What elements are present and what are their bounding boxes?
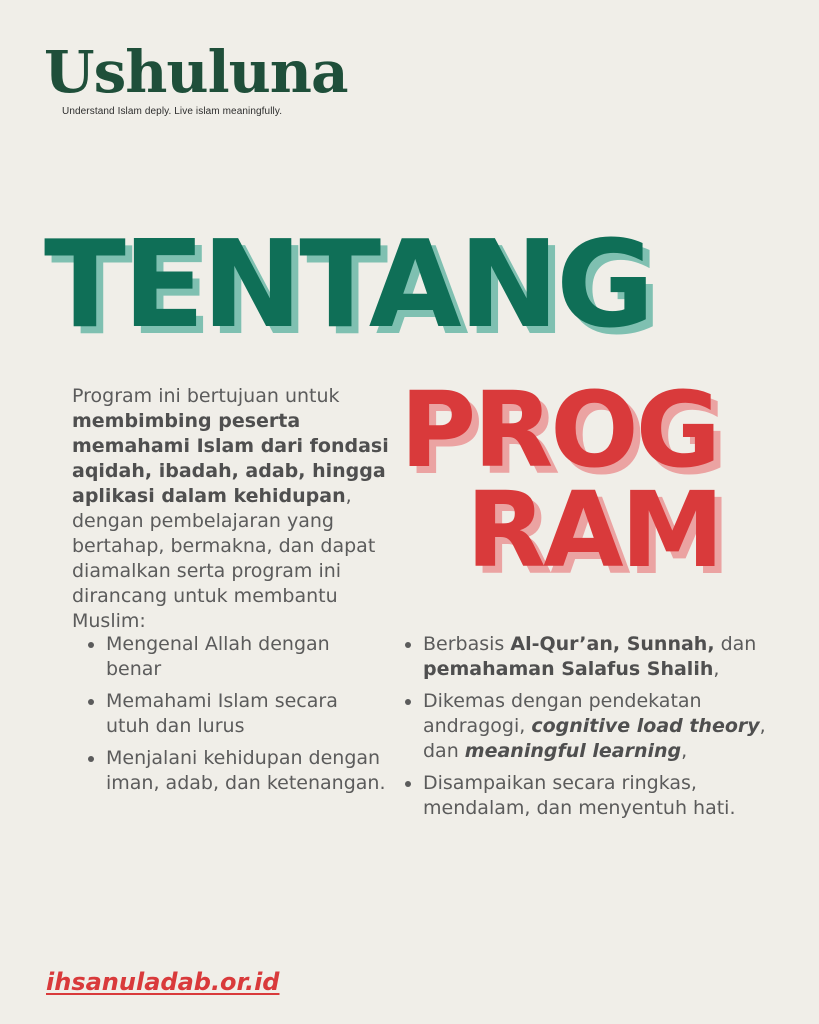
heading-prog: PROG bbox=[400, 369, 719, 491]
goals-list bbox=[86, 632, 386, 803]
intro-text-1: Program ini bertujuan untuk bbox=[72, 385, 340, 407]
goal-item: Mengenal Allah dengan benar bbox=[86, 632, 386, 682]
heading-tentang: TENTANG bbox=[44, 216, 652, 355]
feature-item: Berbasis Al-Qur’an, Sunnah, dan pemahaman Salafus Shalih, bbox=[403, 632, 773, 682]
intro-highlight: membimbing peserta memahami Islam dari fondasi aqidah, ibadah, adab, hingga aplikasi dalam kehidupan bbox=[72, 410, 389, 507]
feature-item: Disampaikan secara ringkas, mendalam, dan menyentuh hati. bbox=[403, 771, 773, 821]
brand-tagline: Understand Islam deply. Live islam meaningfully. bbox=[62, 106, 283, 117]
goal-item: Memahami Islam secara utuh dan lurus bbox=[86, 689, 386, 739]
website-link[interactable]: ihsanuladab.or.id bbox=[46, 968, 280, 996]
features-list bbox=[403, 632, 773, 828]
intro-text-2: , dengan pembelajaran yang bertahap, bermakna, dan dapat diamalkan serta program ini dirancang untuk membantu Muslim: bbox=[72, 485, 376, 632]
intro-paragraph bbox=[72, 384, 402, 634]
feature-item: Dikemas dengan pendekatan andragogi, cognitive load theory, dan meaningful learning, bbox=[403, 689, 773, 764]
brand-logo: Ushuluna bbox=[44, 38, 348, 106]
heading-ram: RAM bbox=[466, 469, 722, 591]
goal-item: Menjalani kehidupan dengan iman, adab, dan ketenangan. bbox=[86, 746, 386, 796]
